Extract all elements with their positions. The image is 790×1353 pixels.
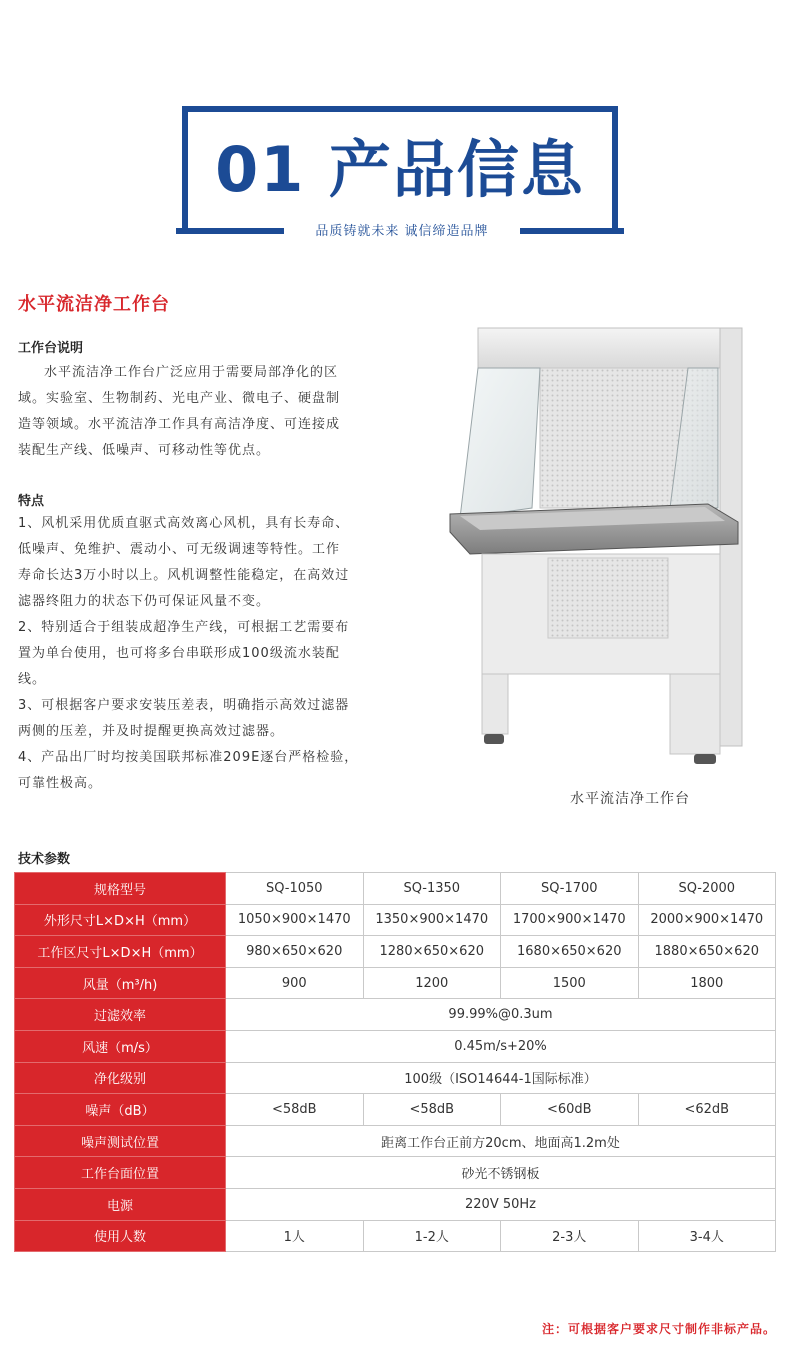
features-line: 低噪声、免维护、震动小、可无级调速等特性。工作 [18, 542, 341, 557]
features-line: 1、风机采用优质直驱式高效离心风机，具有长寿命、 [18, 516, 350, 531]
value-cell: <60dB [501, 1094, 639, 1126]
value-cell: 1350×900×1470 [363, 904, 501, 936]
value-cell: 1800 [638, 967, 776, 999]
caster-left [484, 734, 504, 744]
table-row [15, 873, 776, 905]
merged-cell: 100级（ISO14644-1国际标准） [226, 1062, 776, 1094]
value-cell: 1200 [363, 967, 501, 999]
value-cell: <62dB [638, 1094, 776, 1126]
value-cell: <58dB [363, 1094, 501, 1126]
value-cell: 1500 [501, 967, 639, 999]
table-row [15, 1157, 776, 1189]
features-line: 4、产品出厂时均按美国联邦标准209E逐台严格检验， [18, 750, 359, 765]
features-line: 3、可根据客户要求安装压差表，明确指示高效过滤器 [18, 698, 350, 713]
table-row [15, 1062, 776, 1094]
row-label: 外形尺寸L×D×H（mm） [15, 904, 226, 936]
table-row [15, 1188, 776, 1220]
value-cell: 2-3人 [501, 1220, 639, 1252]
description-line: 域。实验室、生物制药、光电产业、微电子、硬盘制 [18, 391, 341, 406]
footnote: 注：可根据客户要求尺寸制作非标产品。 [541, 1322, 776, 1336]
merged-cell: 砂光不锈钢板 [226, 1157, 776, 1189]
table-row [15, 967, 776, 999]
row-label: 工作区尺寸L×D×H（mm） [15, 936, 226, 968]
model-cell: SQ-2000 [638, 873, 776, 905]
model-cell: SQ-1700 [501, 873, 639, 905]
value-cell: 1-2人 [363, 1220, 501, 1252]
features-heading: 特点 [18, 494, 45, 509]
product-title: 水平流洁净工作台 [18, 294, 170, 315]
hood-panel [478, 328, 738, 368]
row-label: 使用人数 [15, 1220, 226, 1252]
lower-filter [548, 558, 668, 638]
table-row [15, 936, 776, 968]
value-cell: 1700×900×1470 [501, 904, 639, 936]
row-label: 净化级别 [15, 1062, 226, 1094]
table-row [15, 1125, 776, 1157]
specs-heading: 技术参数 [18, 852, 71, 867]
features-line: 置为单台使用，也可将多台串联形成100级流水装配 [18, 646, 340, 661]
model-cell: SQ-1350 [363, 873, 501, 905]
description-line: 装配生产线、低噪声、可移动性等优点。 [18, 443, 271, 458]
merged-cell: 0.45m/s+20% [226, 1030, 776, 1062]
value-cell: 900 [226, 967, 364, 999]
glass-side [460, 368, 540, 518]
image-caption: 水平流洁净工作台 [570, 791, 690, 807]
value-cell: 1人 [226, 1220, 364, 1252]
table-row [15, 1220, 776, 1252]
table-row [15, 1094, 776, 1126]
page-title: 01 产品信息 [215, 133, 585, 206]
clean-bench-image [420, 318, 776, 784]
caster-right [694, 754, 716, 764]
merged-cell: 距离工作台正前方20cm、地面高1.2m处 [226, 1125, 776, 1157]
table-row [15, 1030, 776, 1062]
row-label: 规格型号 [15, 873, 226, 905]
description-text [18, 360, 384, 464]
value-cell: 1680×650×620 [501, 936, 639, 968]
features-text [18, 511, 384, 797]
row-label: 过滤效率 [15, 999, 226, 1031]
row-label: 工作台面位置 [15, 1157, 226, 1189]
value-cell: 1880×650×620 [638, 936, 776, 968]
table-row [15, 904, 776, 936]
header-underline-right [520, 228, 624, 234]
merged-cell: 220V 50Hz [226, 1188, 776, 1220]
description-line: 水平流洁净工作台广泛应用于需要局部净化的区 [44, 365, 339, 380]
features-line: 寿命长达3万小时以上。风机调整性能稳定，在高效过 [18, 568, 350, 583]
features-line: 2、特别适合于组装成超净生产线，可根据工艺需要布 [18, 620, 350, 635]
merged-cell: 99.99%@0.3um [226, 999, 776, 1031]
value-cell: 1280×650×620 [363, 936, 501, 968]
description-line: 造等领域。水平流洁净工作具有高洁净度、可连接成 [18, 417, 341, 432]
spec-table [14, 872, 776, 1252]
features-line: 线。 [18, 672, 47, 687]
value-cell: 3-4人 [638, 1220, 776, 1252]
features-line: 两侧的压差，并及时提醒更换高效过滤器。 [18, 724, 285, 739]
row-label: 风速（m/s） [15, 1030, 226, 1062]
table-row [15, 999, 776, 1031]
row-label: 电源 [15, 1188, 226, 1220]
value-cell: 2000×900×1470 [638, 904, 776, 936]
row-label: 噪声测试位置 [15, 1125, 226, 1157]
description-heading: 工作台说明 [18, 341, 84, 356]
value-cell: <58dB [226, 1094, 364, 1126]
value-cell: 1050×900×1470 [226, 904, 364, 936]
model-cell: SQ-1050 [226, 873, 364, 905]
value-cell: 980×650×620 [226, 936, 364, 968]
leg-right [670, 674, 720, 754]
features-line: 滤器终阻力的状态下仍可保证风量不变。 [18, 594, 271, 609]
leg-left [482, 674, 508, 734]
row-label: 风量（m³/h) [15, 967, 226, 999]
header-subtitle: 品质铸就未来 诚信缔造品牌 [315, 224, 489, 239]
row-label: 噪声（dB） [15, 1094, 226, 1126]
header-underline-left [176, 228, 284, 234]
features-line: 可靠性极高。 [18, 776, 103, 791]
